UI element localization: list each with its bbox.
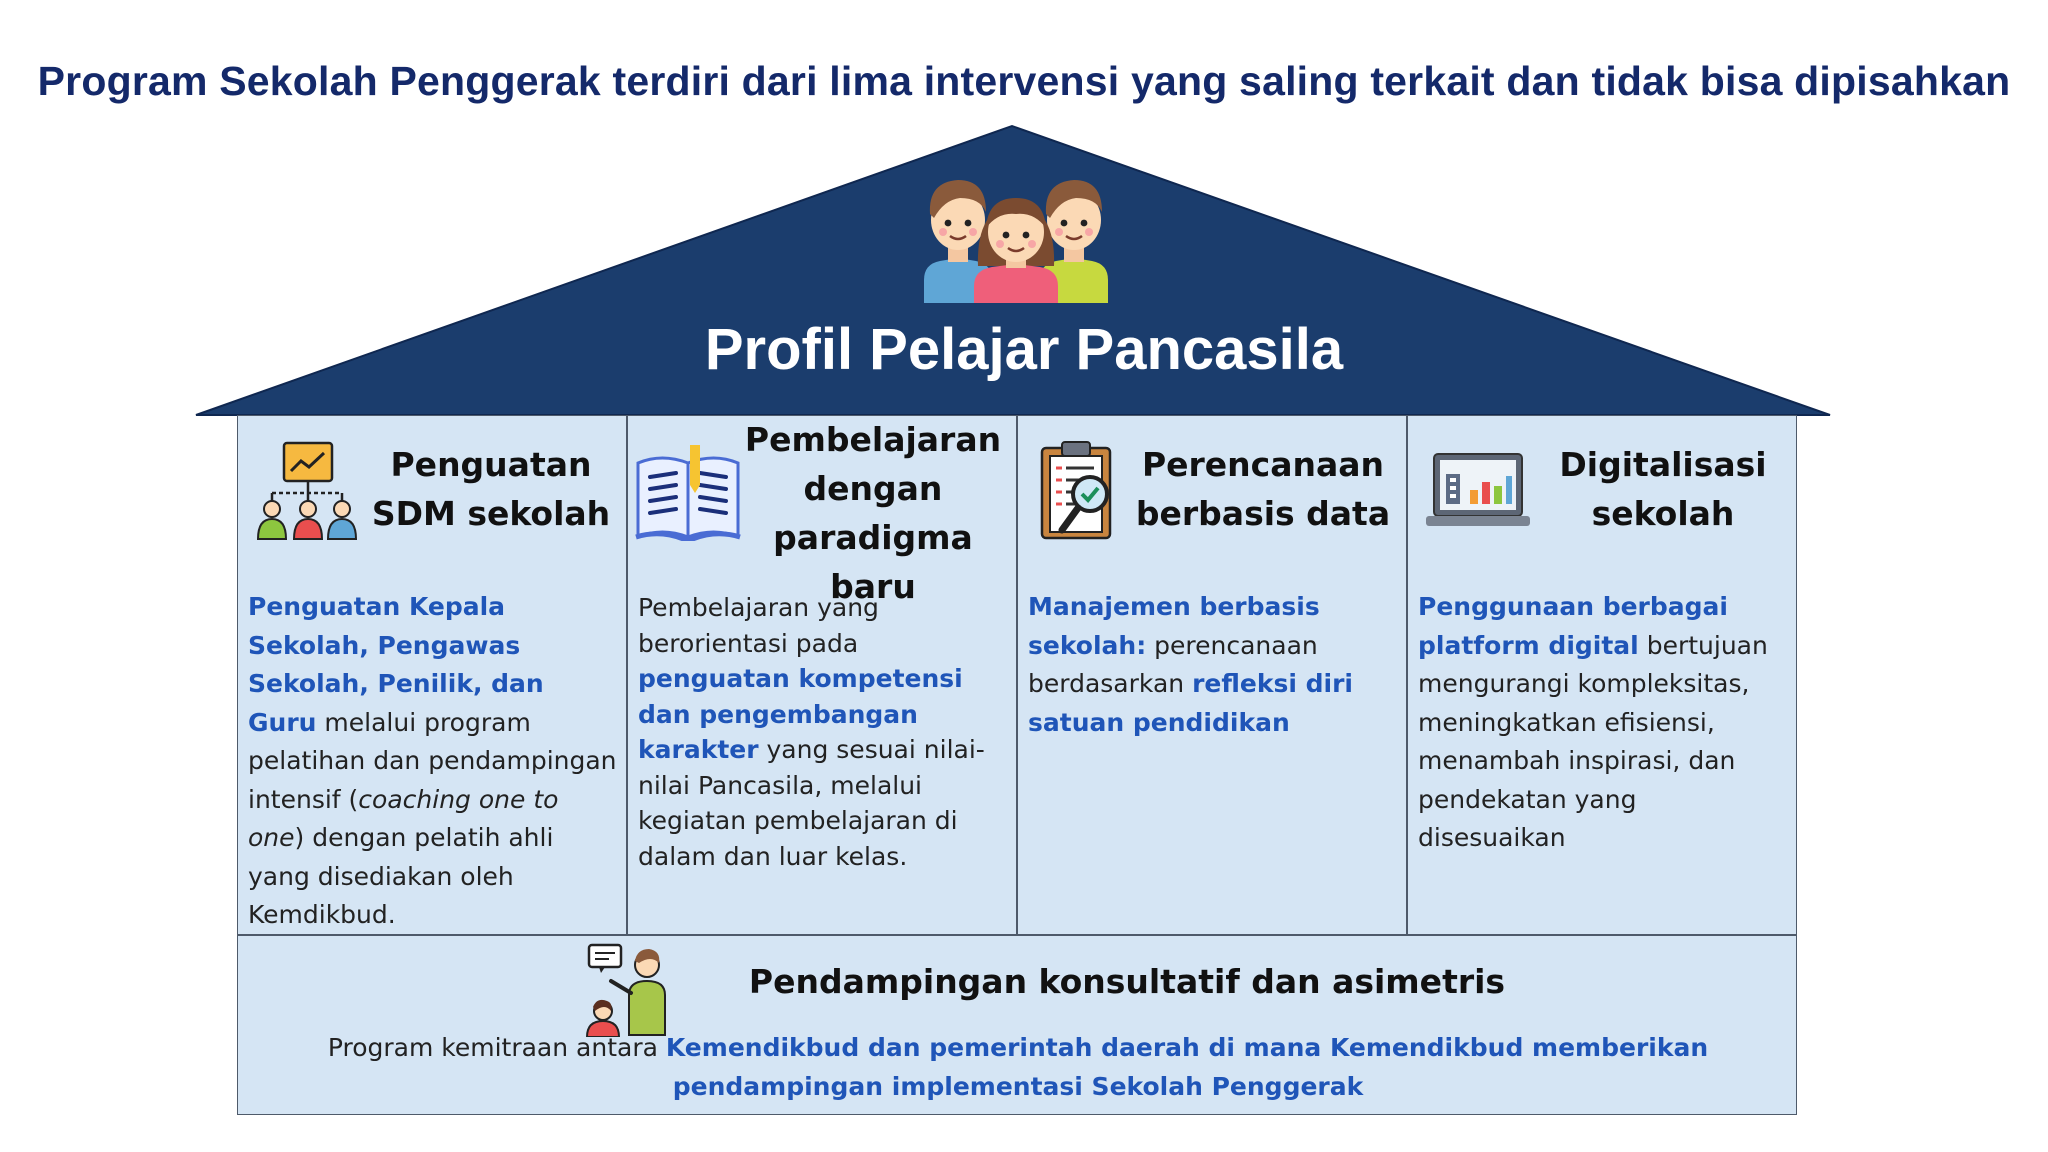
pillar-description xyxy=(638,590,1010,874)
clipboard-magnifier-icon xyxy=(1038,438,1120,542)
pillar-perencanaan xyxy=(1017,415,1407,935)
highlight-text: Penguatan Kepala Sekolah, Pengawas Sekolah, Penilik, dan Guru xyxy=(248,592,544,737)
open-book-icon xyxy=(634,441,742,541)
body-text: ) dengan pelatih ahli yang disediakan oleh Kemdikbud. xyxy=(248,823,554,929)
highlight-text: Manajemen berbasis sekolah: xyxy=(1028,592,1320,660)
org-chart-presentation-icon xyxy=(254,441,358,541)
pillar-digitalisasi xyxy=(1407,415,1797,935)
pillar-pembelajaran xyxy=(627,415,1017,935)
foundation-pendampingan xyxy=(237,935,1797,1115)
body-text: Program kemitraan antara xyxy=(327,1033,666,1062)
pillar-title-line: Pembelajaran xyxy=(744,420,1002,459)
body-text: Pembelajaran yang berorientasi pada xyxy=(638,593,879,658)
highlight-text: penguatan kompetensi dan pengembangan karakter xyxy=(638,664,963,764)
laptop-chart-icon xyxy=(1424,450,1532,534)
pillar-description xyxy=(1028,588,1400,742)
body-text: yang sesuai nilai-nilai Pancasila, melalui kegiatan pembelajaran di dalam dan luar kelas. xyxy=(638,735,985,871)
body-italic-text: coaching one to one xyxy=(248,784,559,852)
pillar-title-line: dengan xyxy=(803,469,943,508)
highlight-text: Kemendikbud dan pemerintah daerah di mana Kemendikbud memberikan pendampingan implementasi Sekolah Penggerak xyxy=(665,1033,1709,1101)
pillar-title-line: berbasis data xyxy=(1135,494,1391,533)
pillar-title-line: Digitalisasi xyxy=(1559,445,1767,484)
foundation-title: Pendampingan konsultatif dan asimetris xyxy=(748,962,1506,1001)
pillar-description xyxy=(248,588,620,935)
headline: Program Sekolah Penggerak terdiri dari lima intervensi yang saling terkait dan tidak bisa dipisahkan xyxy=(37,58,2011,104)
pillar-title-line: Perencanaan xyxy=(1141,445,1385,484)
pillar-description xyxy=(1418,588,1790,858)
pillar-title-line: SDM sekolah xyxy=(371,494,611,533)
pillar-title-line: paradigma baru xyxy=(773,518,973,606)
pillar-title-line: sekolah xyxy=(1591,494,1735,533)
highlight-text: refleksi diri satuan pendidikan xyxy=(1028,669,1353,737)
body-text: perencanaan berdasarkan xyxy=(1028,630,1318,698)
pillar-title-line: Penguatan xyxy=(390,445,592,484)
foundation-description xyxy=(298,1028,1738,1106)
students-group-icon xyxy=(916,168,1116,303)
highlight-text: Penggunaan berbagai platform digital xyxy=(1418,592,1728,660)
body-text: bertujuan mengurangi kompleksitas, meningkatkan efisiensi, menambah inspirasi, dan pendekatan yang disesuaikan xyxy=(1418,630,1768,852)
pillar-sdm xyxy=(237,415,627,935)
body-text: melalui program pelatihan dan pendampingan intensif ( xyxy=(248,707,617,814)
roof-title: Profil Pelajar Pancasila xyxy=(704,317,1344,382)
